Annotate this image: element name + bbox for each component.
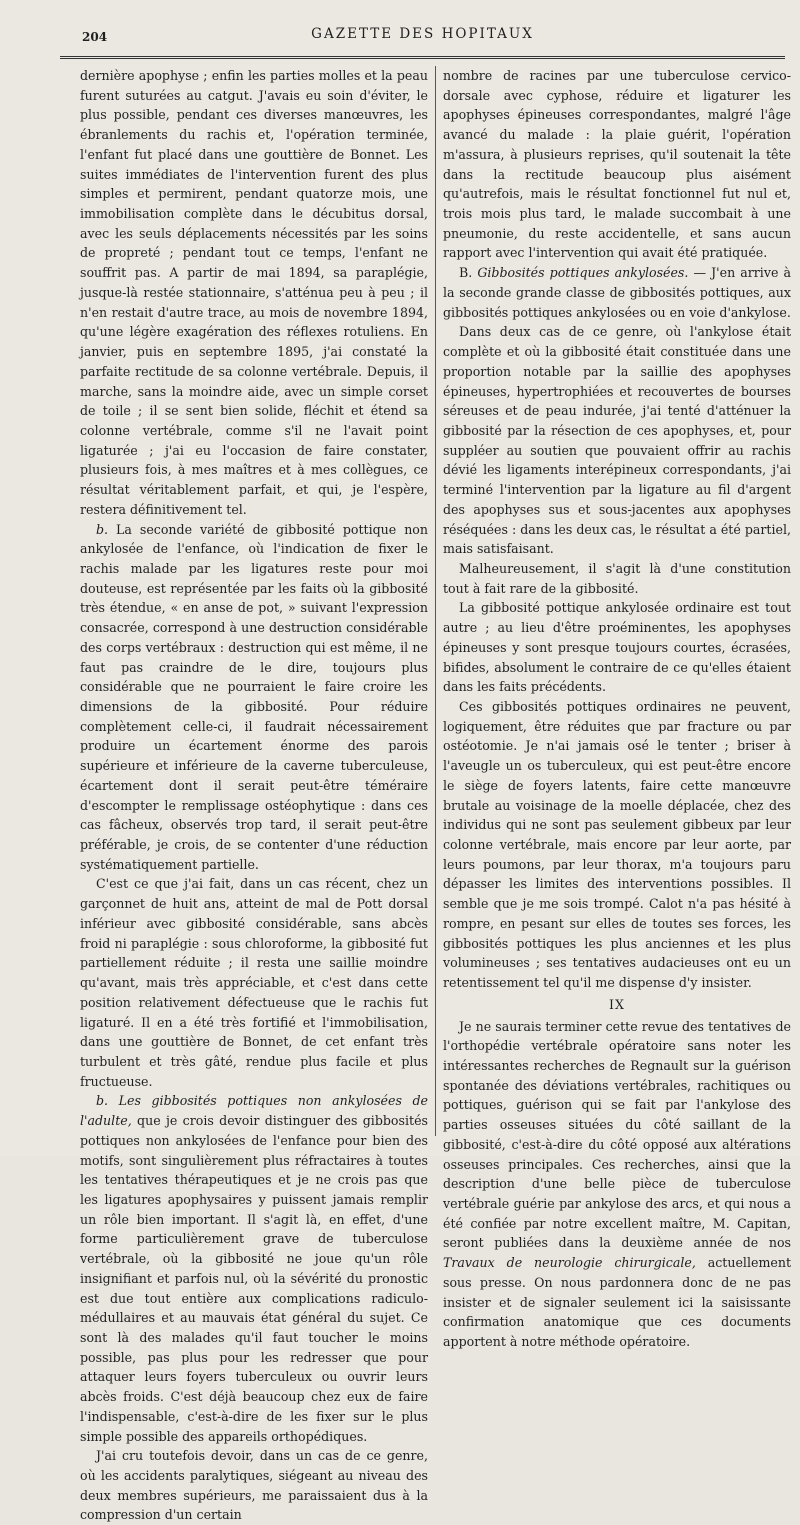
journal-title: GAZETTE DES HOPITAUX xyxy=(311,26,534,42)
paragraph-lead: B. xyxy=(459,265,473,281)
paragraph: Malheureusement, il s'agit là d'une constitution tout à fait rare de la gibbosité. xyxy=(443,560,791,596)
page-number: 204 xyxy=(82,30,108,44)
page-header xyxy=(60,22,785,59)
column-divider xyxy=(435,66,436,1136)
section-heading: Les gibbosités pottiques non ankylosées de l'adulte, xyxy=(80,1093,428,1129)
paragraph-lead: b. xyxy=(96,1093,109,1109)
right-column xyxy=(443,66,791,1352)
left-column xyxy=(80,66,428,1525)
paragraph: Ces gibbosités pottiques ordinaires ne peuvent, logiquement, être réduites que par fracture ou par ostéotomie. Je n'ai jamais osé le tenter ; briser à l'aveugle un os tuberculeux, qui est peut-être encore le siège de foyers latents, faire cette manœuvre brutale au voisinage de la moelle déplacée, chez des individus qui ne sont pas seulement gibbeux par leur colonne vertébrale, mais encore par leur aorte, par leurs poumons, par leur thorax, m'a toujours paru dépasser les limites des interventions possibles. Il semble que je me sois trompé. Calot n'a pas hésité à rompre, en pesant sur elles de toutes ses forces, les gibbosités pottiques les plus anciennes et les plus volumineuses ; ses tentatives audacieuses ont eu un retentissement tel qu'il me dispense d'y insister. xyxy=(443,699,791,991)
paragraph: Je ne saurais terminer cette revue des tentatives de l'orthopédie vertébrale opératoire sans noter les intéressantes recherches de Regnault sur la guérison spontanée des déviations vertébrales, rachitiques ou pottiques, guérison qui se fait par l'ankylose des parties osseuses situées du côté saillant de la gibbosité, c'est-à-dire du côté opposé aux altérations osseuses principales. Ces recherches, ainsi que la description d'une belle pièce de tuberculose vertébrale guérie par ankylose des arcs, et qui nous a été confiée par notre excellent maître, M. Capitan, seront publiées dans la deuxième année de nos Travaux de neurologie chirurgicale, actuellement sous presse. On nous pardonnera donc de ne pas insister et de signaler seulement ici la saisissante confirmation anatomique que ces documents apportent à notre méthode opératoire. xyxy=(443,1018,792,1349)
paragraph: C'est ce que j'ai fait, dans un cas récent, chez un garçonnet de huit ans, atteint de mal de Pott dorsal inférieur avec gibbosité considérable, sans abcès froid ni paraplégie : sous chloroforme, la gibbosité fut partiellement réduite ; il resta une saillie moindre qu'avant, mais très appréciable, et c'est dans cette position relativement défectueuse que le rachis fut ligaturé. Il en a été très fortifié et l'immobilisation, dans une gouttière de Bonnet, de cet enfant très turbulent et très gâté, rendue plus facile et plus fructueuse. xyxy=(80,876,428,1089)
article-columns xyxy=(80,66,792,1523)
paragraph: J'ai cru toutefois devoir, dans un cas de ce genre, où les accidents paralytiques, siégeant au niveau des deux membres supérieurs, me paraissaient dus à la compression d'un certain xyxy=(80,1448,428,1523)
paragraph-lead: b. xyxy=(96,521,109,537)
paragraph: La gibbosité pottique ankylosée ordinaire est tout autre ; au lieu d'être proéminentes, les apophyses épineuses y sont presque toujours courtes, écrasées, bifides, absolument le contraire de ce qu'elles étaient dans les faits précédents. xyxy=(443,600,791,695)
section-heading: Gibbosités pottiques ankylosées. xyxy=(477,265,689,281)
paragraph: dernière apophyse ; enfin les parties molles et la peau furent suturées au catgut. J'avais eu soin d'éviter, le plus possible, pendant ces diverses manœuvres, les ébranlements du rachis et, l'opération terminée, l'enfant fut placé dans une gouttière de Bonnet. Les suites immédiates de l'intervention furent des plus simples et permirent, pendant quatorze mois, une immobilisation complète dans le décubitus dorsal, avec les seuls déplacements nécessités par les soins de propreté ; pendant tout ce temps, l'enfant ne souffrit pas. A partir de mai 1894, sa paraplégie, jusque-là restée stationnaire, s'atténua peu à peu ; il n'en restait d'autre trace, au mois de novembre 1894, qu'une légère exagération des réflexes rotuliens. En janvier, puis en septembre 1895, j'ai constaté la parfaite rectitude de sa colonne vertébrale. Depuis, il marche, sans la moindre aide, avec un simple corset de toile ; il se sent bien solide, fléchit et étend sa colonne vertébrale, comme s'il ne l'avait point ligaturée ; j'ai eu l'occasion de faire constater, plusieurs fois, à mes maîtres et à mes collègues, ce résultat véritablement parfait, et qui, je l'espère, restera définitivement tel. xyxy=(80,68,428,517)
paragraph: Dans deux cas de ce genre, où l'ankylose était complète et où la gibbosité était constituée dans une proportion notable par la saillie des apophyses épineuses, hypertrophiées et recouvertes de bourses séreuses et de peau indurée, j'ai tenté d'atténuer la gibbosité par la résection de ces apophyses, et, pour suppléer au soutien que pouvaient offrir au rachis dévié les ligaments interépineux correspondants, j'ai terminé l'intervention par la ligature au fil d'argent des apophyses sus et sous-jacentes aux apophyses réséquées : dans les deux cas, le résultat a été partiel, mais satisfaisant. xyxy=(443,324,791,557)
journal-reference: Travaux de neurologie chirurgicale, xyxy=(443,1255,696,1271)
paragraph: b. Les gibbosités pottiques non ankylosées de l'adulte, que je crois devoir distinguer des gibbosités pottiques non ankylosées de l'enfance pour bien des motifs, sont singulièrement plus réfractaires à toutes les tentatives thérapeutiques et je ne crois pas que les ligatures apophysaires y puissent jamais remplir un rôle bien important. Il s'agit là, en effet, d'une forme particulièrement grave de tuberculose vertébrale, où la gibbosité ne joue qu'un rôle insignifiant et parfois nul, où la sévérité du pronostic est due tout entière aux complications radiculo-médullaires et au mauvais état général du sujet. Ce sont là des malades qu'il faut toucher le moins possible, pas plus pour les redresser que pour attaquer leurs foyers tuberculeux ou ouvrir leurs abcès froids. C'est déjà beaucoup chez eux de faire l'indispensable, c'est-à-dire de les fixer sur le plus simple possible des appareils orthopédiques. xyxy=(80,1093,428,1444)
paragraph: nombre de racines par une tuberculose cervico-dorsale avec cyphose, réduire et ligaturer les apophyses épineuses correspondantes, malgré l'âge avancé du malade : la plaie guérit, l'opération m'assura, à plusieurs reprises, qu'il soutenait la tête dans la rectitude beaucoup plus aisément qu'autrefois, mais le résultat fonctionnel fut nul et, trois mois plus tard, le malade succombait à une pneumonie, du reste accidentelle, et sans aucun rapport avec l'intervention qui avait été pratiquée. xyxy=(443,68,791,261)
section-number: IX xyxy=(609,996,625,1012)
paragraph: b. La seconde variété de gibbosité pottique non ankylosée de l'enfance, où l'indication de fixer le rachis malade par les ligatures reste pour moi douteuse, est représentée par les faits où la gibbosité très étendue, « en anse de pot, » suivant l'expression consacrée, correspond à une destruction considérable des corps vertébraux : destruction qui est même, il ne faut pas craindre de le dire, toujours plus considérable que ne pourraient le faire croire les dimensions de la gibbosité. Pour réduire complètement celle-ci, il faudrait nécessairement produire un écartement énorme des parois supérieure et inférieure de la caverne tuberculeuse, écartement dont il serait peut-être téméraire d'escompter le remplissage ostéophytique : dans ces cas fâcheux, observés trop tard, il serait peut-être préférable, je crois, de se contenter d'une réduction systématiquement partielle. xyxy=(80,521,428,872)
paragraph: B. Gibbosités pottiques ankylosées. — J'en arrive à la seconde grande classe de gibbosités pottiques, aux gibbosités pottiques ankylosées ou en voie d'ankylose. xyxy=(443,265,791,320)
